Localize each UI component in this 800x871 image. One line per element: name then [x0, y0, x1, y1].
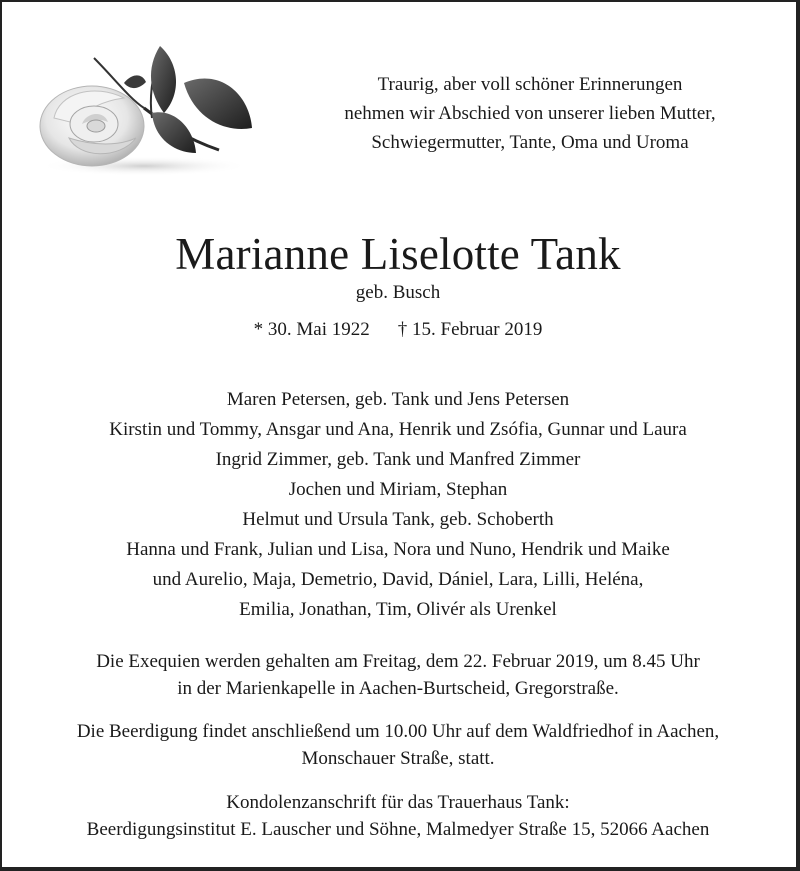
- family-line: und Aurelio, Maja, Demetrio, David, Dániel, Lara, Lilli, Heléna,: [152, 569, 644, 590]
- exequien-line: Die Exequien werden gehalten am Freitag, dem 22. Februar 2019, um 8.45 Uhr: [96, 651, 700, 672]
- family-line: Kirstin und Tommy, Ansgar und Ana, Henrik und Zsófia, Gunnar und Laura: [109, 419, 687, 440]
- condolence-address: [0, 789, 796, 843]
- maiden-name: geb. Busch: [355, 282, 441, 303]
- burial-info: [0, 718, 796, 772]
- intro-line: nehmen wir Abschied von unserer lieben Mutter,: [344, 103, 716, 124]
- intro-line: Schwiegermutter, Tante, Oma und Uroma: [371, 132, 689, 153]
- burial-line: Monschauer Straße, statt.: [301, 748, 495, 769]
- family-line: Jochen und Miriam, Stephan: [288, 479, 508, 500]
- condolence-line: Beerdigungsinstitut E. Lauscher und Söhne, Malmedyer Straße 15, 52066 Aachen: [86, 819, 710, 840]
- family-line: Emilia, Jonathan, Tim, Olivér als Urenkel: [239, 599, 557, 620]
- death-date: † 15. Februar 2019: [397, 319, 543, 340]
- exequien-info: [0, 648, 796, 702]
- condolence-line: Kondolenzanschrift für das Trauerhaus Tank:: [226, 792, 570, 813]
- intro-line: Traurig, aber voll schöner Erinnerungen: [377, 74, 683, 95]
- burial-line: Die Beerdigung findet anschließend um 10.00 Uhr auf dem Waldfriedhof in Aachen,: [76, 721, 720, 742]
- rose-icon: [34, 38, 264, 178]
- family-list: [0, 385, 796, 625]
- family-line: Hanna und Frank, Julian und Lisa, Nora und Nuno, Hendrik und Maike: [126, 539, 670, 560]
- life-dates: [0, 317, 796, 343]
- family-line: Ingrid Zimmer, geb. Tank und Manfred Zimmer: [215, 449, 581, 470]
- family-line: Maren Petersen, geb. Tank und Jens Petersen: [226, 389, 570, 410]
- family-line: Helmut und Ursula Tank, geb. Schoberth: [242, 509, 554, 530]
- birth-date: * 30. Mai 1922: [253, 319, 370, 340]
- exequien-line: in der Marienkapelle in Aachen-Burtscheid, Gregorstraße.: [177, 678, 619, 699]
- intro-text: [290, 70, 770, 157]
- deceased-name: Marianne Liselotte Tank: [175, 229, 621, 279]
